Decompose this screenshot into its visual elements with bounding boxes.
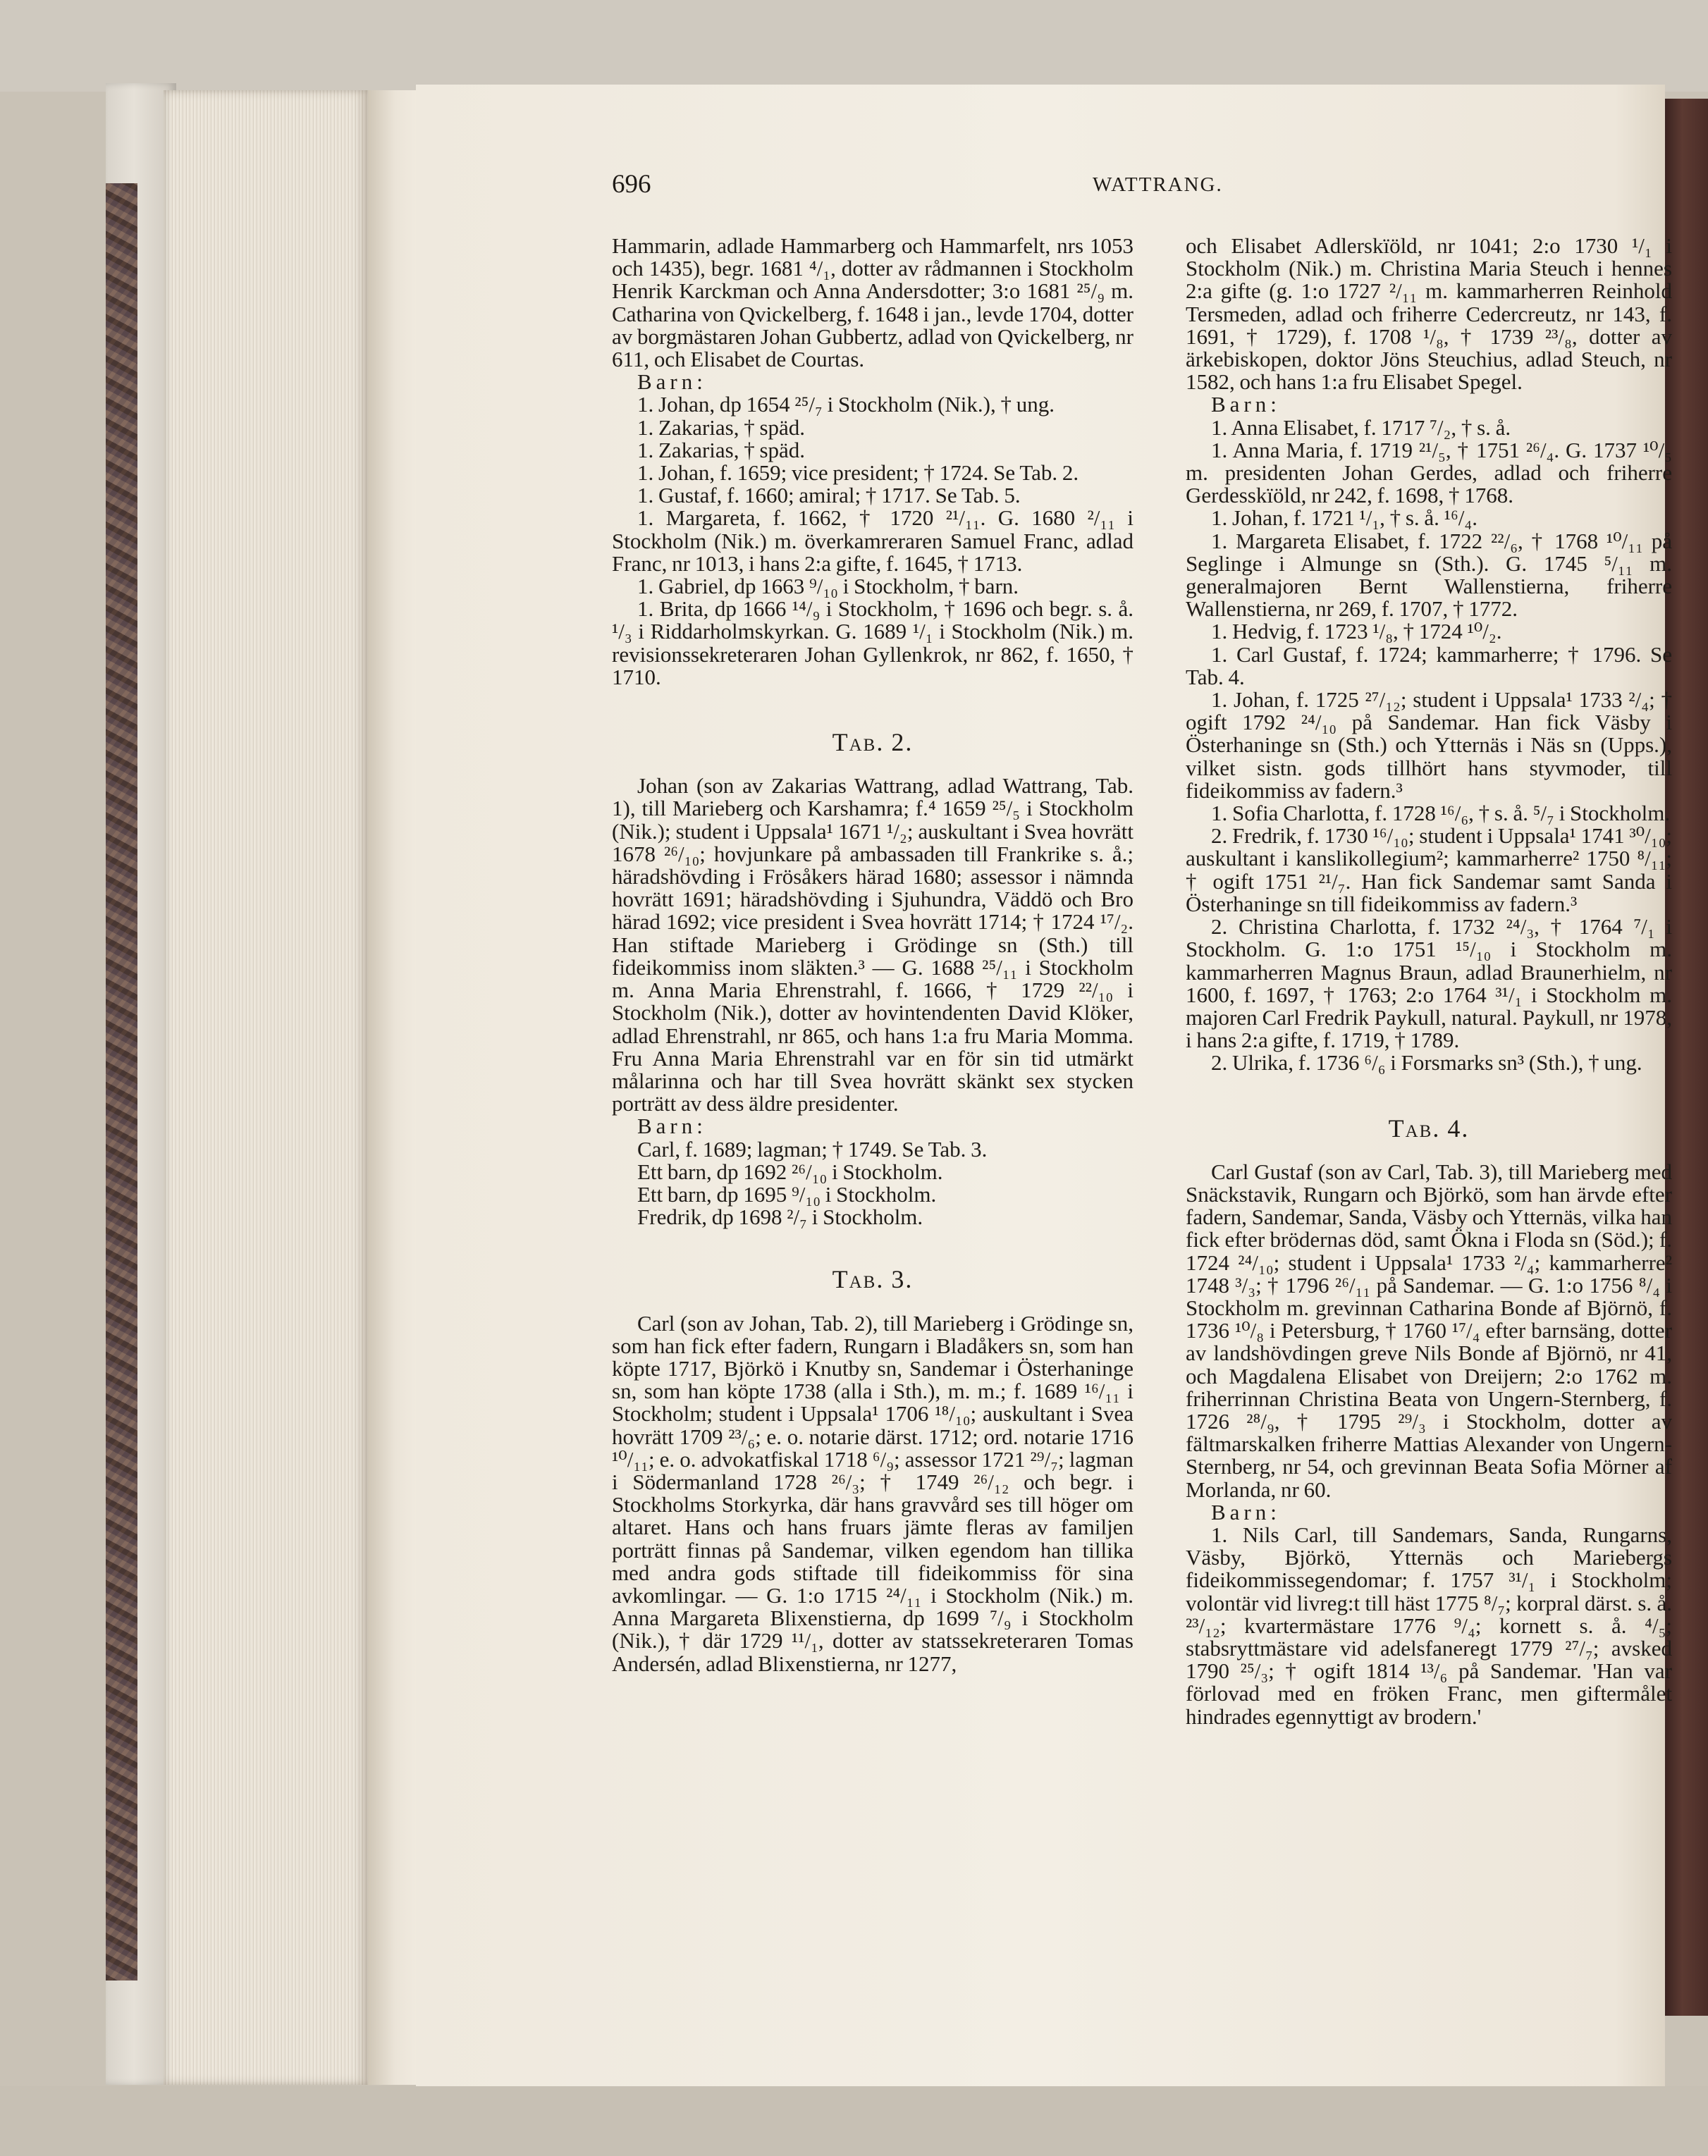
child-entry: 1. Gabriel, dp 1663 ⁹/₁₀ i Stockholm, † barn.: [637, 574, 1019, 599]
barn-heading: Barn:: [1211, 392, 1281, 417]
page-edges: [164, 90, 368, 2085]
child-entry: 1. Johan, f. 1725 ²⁷/₁₂; student i Uppsala¹ 1733 ²/₄; † ogift 1792 ²⁴/₁₀ på Sandemar. Han fick Väsby i Österhaninge sn (Sth.) och Ytternäs i Näs sn (Upps.), vilket sistn. gods tillhört hans styvmoder, till fideikommiss av fadern.³: [1186, 687, 1672, 803]
child-entry: Ett barn, dp 1692 ²⁶/₁₀ i Stockholm.: [637, 1159, 943, 1184]
child-entry: 1. Anna Elisabet, f. 1717 ⁷/₂, † s. å.: [1211, 414, 1511, 440]
table-heading: Tab. 4.: [1388, 1114, 1470, 1142]
child-entry: 1. Hedvig, f. 1723 ¹/₈, † 1724 ¹⁰/₂.: [1211, 619, 1502, 644]
running-head: WATTRANG.: [1093, 173, 1223, 196]
table-heading: Tab. 3.: [832, 1265, 914, 1294]
child-entry: 1. Brita, dp 1666 ¹⁴/₉ i Stockholm, † 1696 och begr. s. å. ¹/₃ i Riddarholmskyrkan. G. 1689 ¹/₁ i Stockholm (Nik.) m. revisionssekreteraren Johan Gyllenkrok, nr 862, f. 1650, † 1710.: [612, 596, 1133, 689]
paragraph: Hammarin, adlade Hammarberg och Hammarfelt, nrs 1053 och 1435), begr. 1681 ⁴/₁, dotter av rådmannen i Stockholm Henrik Karckman och Anna Andersdotter; 3:o 1681 ²⁵/₉ m. Catharina von Qvickelberg, f. 1648 i jan., levde 1704, dotter av borgmästaren Johan Gubbertz, adlad von Qvickelberg, nr 611, och Elisabet de Courtas.: [612, 233, 1133, 372]
child-entry: Carl, f. 1689; lagman; † 1749. Se Tab. 3.: [637, 1136, 988, 1162]
child-entry: 1. Johan, f. 1659; vice president; † 1724. Se Tab. 2.: [637, 460, 1079, 486]
marbled-endpaper: [106, 183, 137, 1981]
barn-heading: Barn:: [1211, 1499, 1281, 1524]
paragraph: Johan (son av Zakarias Wattrang, adlad Wattrang, Tab. 1), till Marieberg och Karshamra; f.⁴ 1659 ²⁵/₅ i Stockholm (Nik.); student i Uppsala¹ 1671 ¹/₂; auskultant i Svea hovrätt 1678 ²⁶/₁₀; hovjunkare på ambassaden till Frankrike s. å.; häradshövding i Frösåkers härad 1680; assessor i nämnda hovrätt 1691; häradshövding i Sjuhundra, Väddö och Bro härad 1692; vice president i Svea hovrätt 1714; † 1724 ¹⁷/₂. Han stiftade Marieberg i Grödinge sn (Sth.) till fideikommiss inom släkten.³ — G. 1688 ²⁵/₁₁ i Stockholm m. Anna Maria Ehrenstrahl, f. 1666, † 1729 ²²/₁₀ i Stockholm (Nik.), dotter av hovintendenten David Klöker, adlad Ehrenstrahl, nr 865, och hans 1:a fru Maria Momma. Fru Anna Maria Ehrenstrahl var en för sin tid utmärkt målarinna och har till Svea hovrätt skänkt sex stycken porträtt av dess äldre presidenter.: [612, 773, 1133, 1116]
child-entry: 1. Sofia Charlotta, f. 1728 ¹⁶/₆, † s. å. ⁵/₇ i Stockholm.: [1211, 801, 1671, 826]
child-entry: 1. Nils Carl, till Sandemars, Sanda, Rungarns, Väsby, Björkö, Ytternäs och Mariebergs fideikommissegendomar; f. 1757 ³¹/₁ i Stockholm; volontär vid livreg:t till häst 1775 ⁸/₇; korpral därst. s. å. ²³/₁₂; kvartermästare 1776 ⁹/₄; kornett s. å. ⁴/₅; stabsryttmästare vid adelsfaneregt 1779 ²⁷/₇; avsked 1790 ²⁵/₃; † ogift 1814 ¹³/₆ på Sandemar. 'Han var förlovad med en fröken Franc, men giftermålet hindrades egennyttigt av brodern.': [1186, 1522, 1672, 1729]
child-entry: 1. Gustaf, f. 1660; amiral; † 1717. Se Tab. 5.: [637, 483, 1021, 508]
gutter: [368, 90, 417, 2085]
background-top: [0, 0, 1708, 92]
child-entry: 1. Margareta Elisabet, f. 1722 ²²/₆, † 1768 ¹⁰/₁₁ på Seglinge i Almunge sn (Sth.). G. 1745 ⁵/₁₁ m. generalmajoren Bernt Wallenstierna, friherre Wallenstierna, nr 269, f. 1707, † 1772.: [1186, 528, 1672, 622]
barn-heading: Barn:: [637, 369, 707, 395]
right-column: [1186, 235, 1672, 1728]
background-bottom: [0, 2086, 1708, 2156]
child-entry: 1. Johan, f. 1721 ¹/₁, † s. å. ¹⁶/₄.: [1211, 505, 1477, 531]
child-entry: Ett barn, dp 1695 ⁹/₁₀ i Stockholm.: [637, 1181, 937, 1207]
paragraph: Carl Gustaf (son av Carl, Tab. 3), till Marieberg med Snäckstavik, Rungarn och Björkö, som han ärvde efter fadern, Sandemar, Sanda, Väsby och Ytternäs, vilka han fick efter brödernas död, samt Ökna i Floda sn (Söd.); f. 1724 ²⁴/₁₀; student i Uppsala¹ 1733 ²/₄; kammarherre² 1748 ³/₃; † 1796 ²⁶/₁₁ på Sandemar. — G. 1:o 1756 ⁸/₄ i Stockholm m. grevinnan Catharina Bonde af Björnö, f. 1736 ¹⁰/₈ i Petersburg, † 1760 ¹⁷/₄ efter barnsäng, dotter av landshövdingen greve Nils Bonde af Björnö, nr 41, och Magdalena Elisabet von Dreijern; 2:o 1762 m. friherrinnan Christina Beata von Ungern-Sternberg, f. 1726 ²⁸/₉, † 1795 ²⁹/₃ i Stockholm, dotter av fältmarskalken friherre Mattias Alexander von Ungern-Sternberg, nr 54, och grevinnan Beata Sofia Mörner af Morlanda, nr 60.: [1186, 1159, 1672, 1502]
child-entry: 2. Christina Charlotta, f. 1732 ²⁴/₃, † 1764 ⁷/₁ i Stockholm. G. 1:o 1751 ¹⁵/₁₀ i Stockholm m. kammarherren Magnus Braun, adlad Braunerhielm, nr 1600, f. 1697, † 1763; 2:o 1764 ³¹/₁ i Stockholm m. majoren Carl Fredrik Paykull, natural. Paykull, nr 1978, i hans 2:a gifte, f. 1719, † 1789.: [1186, 914, 1672, 1053]
child-entry: 1. Johan, dp 1654 ²⁵/₇ i Stockholm (Nik.), † ung.: [637, 392, 1055, 417]
child-entry: 1. Zakarias, † späd.: [637, 414, 806, 440]
child-entry: Fredrik, dp 1698 ²/₇ i Stockholm.: [637, 1205, 923, 1230]
child-entry: 1. Carl Gustaf, f. 1724; kammarherre; † 1796. Se Tab. 4.: [1186, 641, 1672, 689]
child-entry: 1. Margareta, f. 1662, † 1720 ²¹/₁₁. G. 1680 ²/₁₁ i Stockholm (Nik.) m. överkamreraren Samuel Franc, adlad Franc, nr 1013, i hans 2:a gifte, f. 1645, † 1713.: [612, 505, 1133, 576]
paragraph: och Elisabet Adlerskïöld, nr 1041; 2:o 1730 ¹/₁ i Stockholm (Nik.) m. Christina Maria Steuch i hennes 2:a gifte (g. 1:o 1727 ²/₁₁ m. kammarherren Reinhold Tersmeden, adlad och friherre Cedercreutz, nr 143, f. 1691, † 1729), f. 1708 ¹/₈, † 1739 ²³/₈, dotter av ärkebiskopen, doktor Jöns Steuchius, adlad Steuch, nr 1582, och hans 1:a fru Elisabet Spegel.: [1186, 233, 1672, 395]
left-column: [612, 235, 1133, 1675]
barn-heading: Barn:: [637, 1114, 707, 1139]
child-entry: 2. Ulrika, f. 1736 ⁶/₆ i Forsmarks sn³ (Sth.), † ung.: [1211, 1050, 1642, 1076]
child-entry: 1. Zakarias, † späd.: [637, 437, 806, 462]
table-heading: Tab. 2.: [832, 728, 914, 757]
child-entry: 2. Fredrik, f. 1730 ¹⁶/₁₀; student i Uppsala¹ 1741 ³⁰/₁₀; auskultant i kanslikollegium²; kammarherre² 1750 ⁸/₁₁; † ogift 1751 ²¹/₇. Han fick Sandemar samt Sanda i Österhaninge sn till fideikommiss av fadern.³: [1186, 823, 1672, 916]
page-number: 696: [612, 170, 651, 199]
paragraph: Carl (son av Johan, Tab. 2), till Marieberg i Grödinge sn, som han fick efter fadern, Rungarn i Bladåkers sn, som han köpte 1717, Björkö i Knutby sn, Sandemar i Österhaninge sn, som han köpte 1738 (alla i Sth.), m. m.; f. 1689 ¹⁶/₁₁ i Stockholm; student i Uppsala¹ 1706 ¹⁸/₁₀; auskultant i Svea hovrätt 1709 ²³/₆; e. o. notarie därst. 1712; ord. notarie 1716 ¹⁰/₁₁; e. o. advokatfiskal 1718 ⁶/₉; assessor 1721 ²⁹/₇; lagman i Södermanland 1728 ²⁶/₃; † 1749 ²⁶/₁₂ och begr. i Stockholms Storkyrka, där hans gravvård ses till höger om altaret. Hans och hans fruars jämte fleras av familjen porträtt finnas på Sandemar, vilken egendom han tillika med andra gods stiftade till fideikommiss för sina avkomlingar. — G. 1:o 1715 ²⁴/₁₁ i Stockholm (Nik.) m. Anna Margareta Blixenstierna, dp 1699 ⁷/₉ i Stockholm (Nik.), † där 1729 ¹¹/₁, dotter av statssekreteraren Tomas Andersén, adlad Blixenstierna, nr 1277,: [612, 1310, 1133, 1676]
child-entry: 1. Anna Maria, f. 1719 ²¹/₅, † 1751 ²⁶/₄. G. 1737 ¹⁰/₅ m. presidenten Johan Gerdes, adlad och friherre Gerdesskïöld, nr 242, f. 1698, † 1768.: [1186, 437, 1672, 508]
